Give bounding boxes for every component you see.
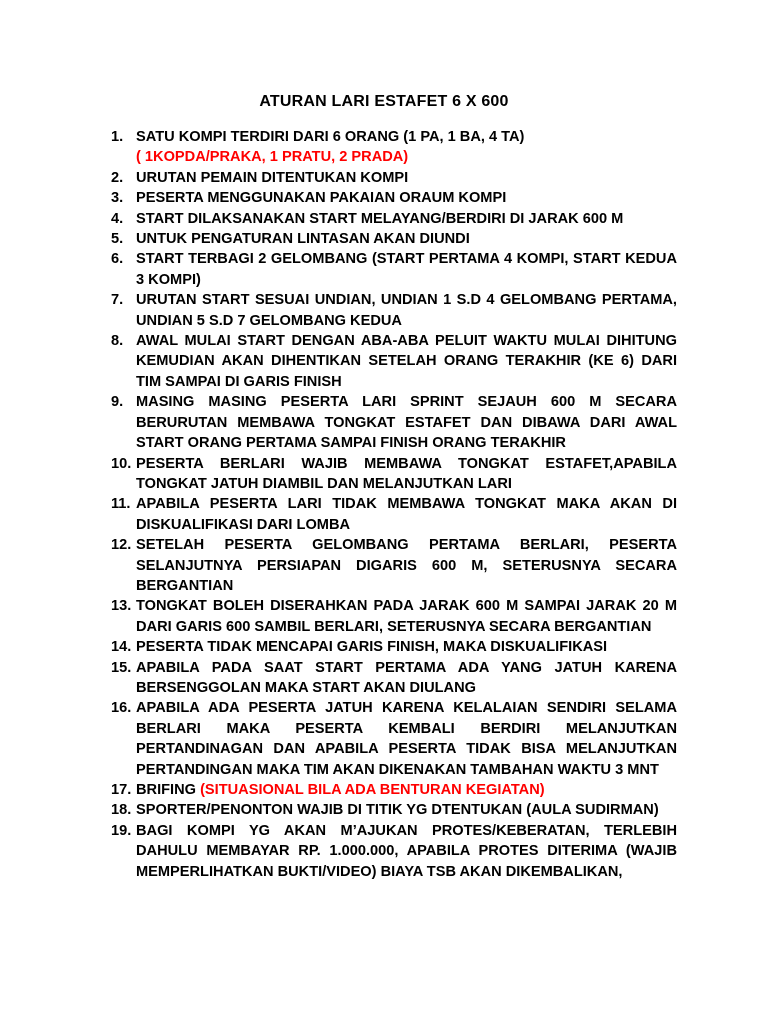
rule-number: 5. [111,231,124,248]
rule-text: URUTAN START SESUAI UNDIAN, UNDIAN 1 S.D 4 GELOMBANG PERTAMA, UNDIAN 5 S.D 7 GELOMBANG KEDUA [136,292,677,329]
rule-item-5 [111,229,677,249]
rule-text: URUTAN PEMAIN DITENTUKAN KOMPI [136,169,409,186]
rule-item-15 [111,658,677,699]
rule-item-13 [111,596,677,637]
rule-number: 11. [111,496,131,513]
rule-number: 4. [111,210,124,227]
rule-item-18 [111,800,677,820]
rule-number: 9. [111,394,124,411]
rule-number: 15. [111,659,132,676]
rule-note-red: (SITUASIONAL BILA ADA BENTURAN KEGIATAN) [200,782,545,798]
rule-text: MASING MASING PESERTA LARI SPRINT SEJAUH 600 M SECARA BERURUTAN MEMBAWA TONGKAT ESTAFET DAN DIBAWA DARI AWAL START ORANG PERTAMA SAMPAI FINISH ORANG TERAKHIR [136,394,677,452]
rule-text: APABILA PADA SAAT START PERTAMA ADA YANG JATUH KARENA BERSENGGOLAN MAKA START AKAN DIULANG [136,659,677,696]
rule-text: START DILAKSANAKAN START MELAYANG/BERDIRI DI JARAK 600 M [136,210,624,227]
rule-item-6 [111,249,677,290]
rule-number: 10. [111,455,132,472]
rule-text: TONGKAT BOLEH DISERAHKAN PADA JARAK 600 M SAMPAI JARAK 20 M DARI GARIS 600 SAMBIL BERLARI, SETERUSNYA SECARA BERGANTIAN [136,598,677,635]
rule-number: 12. [111,537,132,554]
rule-number: 1. [111,129,124,145]
rule-number: 16. [111,700,132,717]
rule-text: SETELAH PESERTA GELOMBANG PERTAMA BERLARI, PESERTA SELANJUTNYA PERSIAPAN DIGARIS 600 M, SETERUSNYA SECARA BERGANTIAN [136,537,677,594]
rule-text [136,127,677,168]
rule-item-11 [111,494,677,535]
rule-number: 17. [111,782,132,798]
rules-list [111,127,677,882]
rule-text [136,780,677,800]
rule-item-7 [111,290,677,331]
rule-item-16 [111,698,677,780]
rule-text: BAGI KOMPI YG AKAN M’AJUKAN PROTES/KEBERATAN, TERLEBIH DAHULU MEMBAYAR RP. 1.000.000, APABILA PROTES DITERIMA (WAJIB MEMPERLIHATKAN BUKTI/VIDEO) BIAYA TSB AKAN DIKEMBALIKAN, [136,822,677,880]
rule-text-main: SATU KOMPI TERDIRI DARI 6 ORANG (1 PA, 1 BA, 4 TA) [136,129,525,145]
rule-text: PESERTA BERLARI WAJIB MEMBAWA TONGKAT ESTAFET,APABILA TONGKAT JATUH DIAMBIL DAN MELANJUTKAN LARI [136,455,677,492]
rule-number: 13. [111,598,132,615]
rule-number: 7. [111,292,124,309]
rule-number: 14. [111,639,132,656]
rule-number: 6. [111,251,124,268]
rule-number: 3. [111,190,124,207]
rule-item-3 [111,188,677,208]
rule-text-main: BRIFING [136,782,201,798]
rule-item-9 [111,392,677,453]
rule-text: PESERTA MENGGUNAKAN PAKAIAN ORAUM KOMPI [136,190,507,207]
rule-item-4 [111,209,677,229]
rule-number: 18. [111,802,132,819]
rule-text: START TERBAGI 2 GELOMBANG (START PERTAMA 4 KOMPI, START KEDUA 3 KOMPI) [136,251,677,288]
rule-text: PESERTA TIDAK MENCAPAI GARIS FINISH, MAKA DISKUALIFIKASI [136,639,608,656]
rule-number: 8. [111,333,124,350]
rule-number: 19. [111,822,132,839]
rule-item-19 [111,821,677,882]
rule-item-2 [111,168,677,188]
rule-item-8 [111,331,677,392]
rule-text: APABILA PESERTA LARI TIDAK MEMBAWA TONGKAT MAKA AKAN DI DISKUALIFIKASI DARI LOMBA [136,496,677,533]
document-title: ATURAN LARI ESTAFET 6 X 600 [259,93,509,110]
rule-item-10 [111,454,677,495]
rule-text: APABILA ADA PESERTA JATUH KARENA KELALAIAN SENDIRI SELAMA BERLARI MAKA PESERTA KEMBALI BERDIRI MELANJUTKAN PERTANDINAGAN DAN APABILA PESERTA TIDAK BISA MELANJUTKAN PERTANDINGAN MAKA TIM AKAN DIKENAKAN TAMBAHAN WAKTU 3 MNT [136,700,677,778]
rule-item-1 [111,127,677,168]
rule-item-14 [111,637,677,657]
rule-number: 2. [111,169,124,186]
rule-note-red: ( 1KOPDA/PRAKA, 1 PRATU, 2 PRADA) [136,149,409,166]
rule-text: UNTUK PENGATURAN LINTASAN AKAN DIUNDI [136,231,470,248]
rule-item-12 [111,535,677,596]
rule-text: AWAL MULAI START DENGAN ABA-ABA PELUIT WAKTU MULAI DIHITUNG KEMUDIAN AKAN DIHENTIKAN SETELAH ORANG TERAKHIR (KE 6) DARI TIM SAMPAI DI GARIS FINISH [136,333,677,390]
rule-item-17 [111,780,677,800]
rule-text: SPORTER/PENONTON WAJIB DI TITIK YG DTENTUKAN (AULA SUDIRMAN) [136,802,659,819]
